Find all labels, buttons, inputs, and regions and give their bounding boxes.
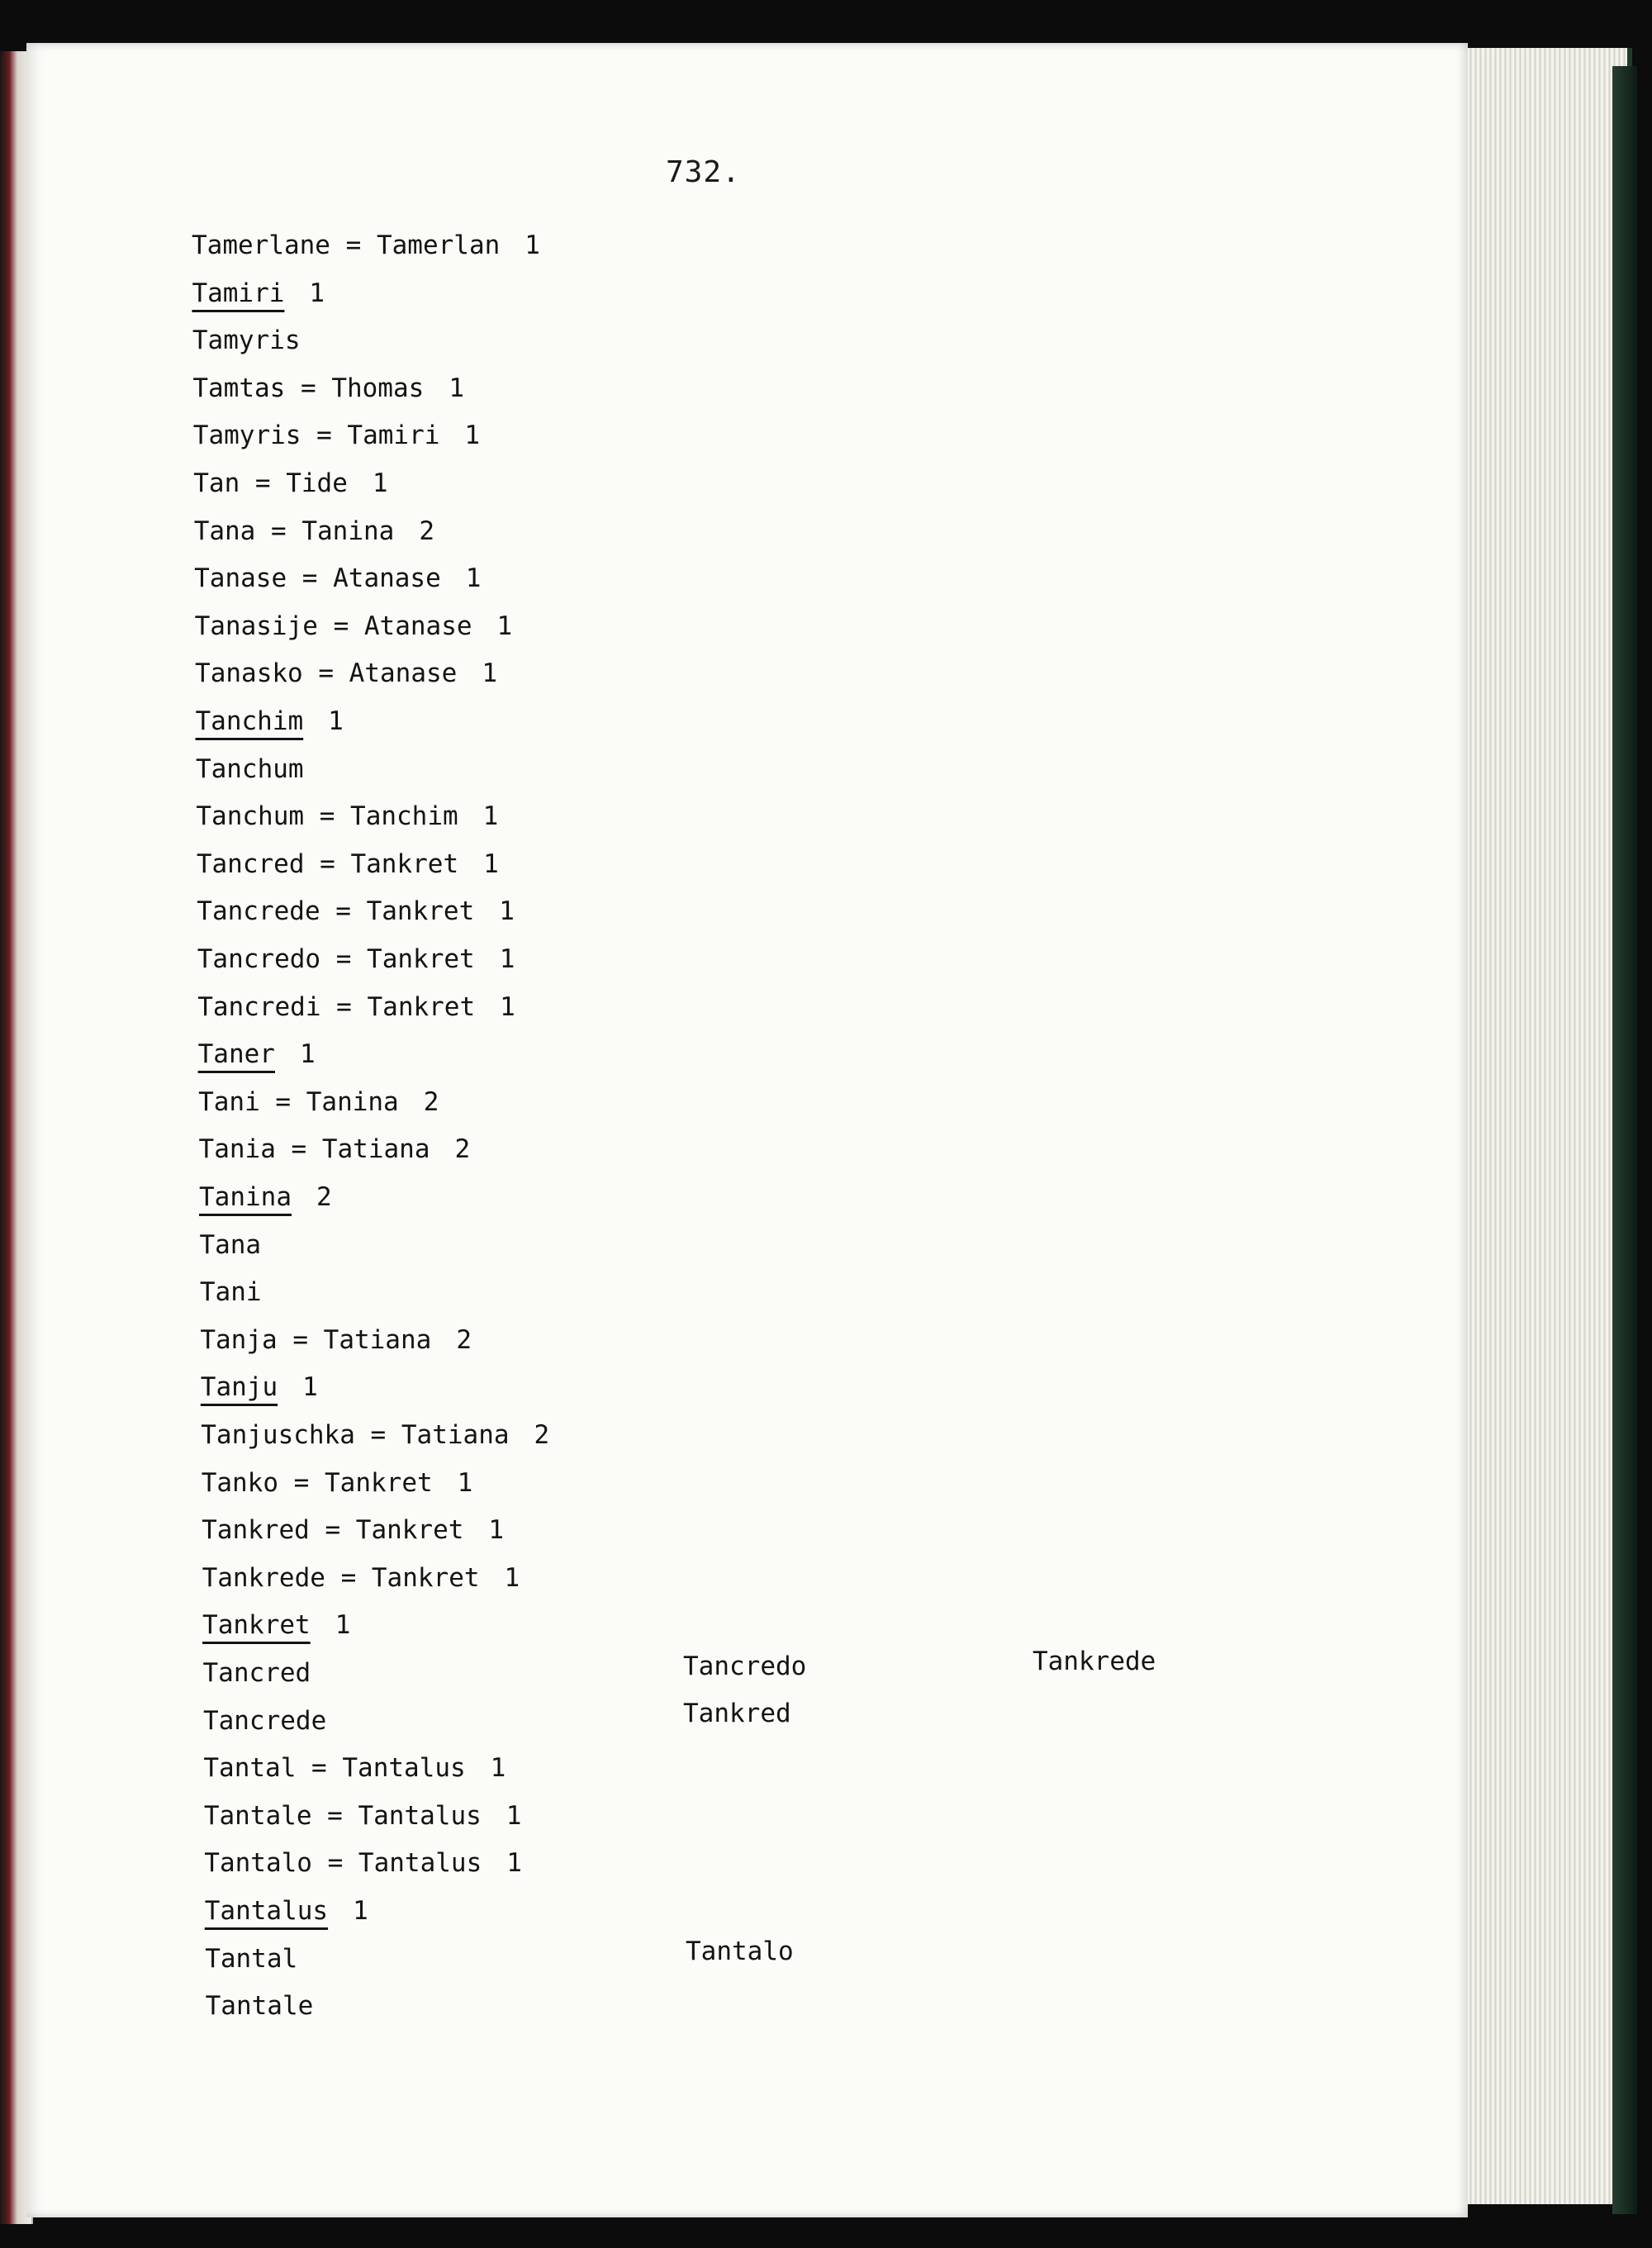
entry-text: Tan = Tide bbox=[193, 468, 348, 498]
index-entry bbox=[194, 611, 513, 641]
entry-headword: Tanchim bbox=[195, 706, 304, 736]
entry-count: 2 bbox=[316, 1182, 332, 1212]
entry-text: Tani = Tanina bbox=[198, 1086, 399, 1117]
entry-text: Tantale = Tantalus bbox=[203, 1800, 482, 1831]
entry-headword: Taner bbox=[197, 1039, 275, 1070]
entry-text: Tani bbox=[199, 1277, 262, 1308]
index-entry bbox=[192, 373, 464, 403]
index-entry bbox=[205, 1991, 314, 2022]
entry-count: 1 bbox=[335, 1610, 351, 1641]
cross-reference-entry: Tankrede bbox=[1032, 1647, 1156, 1676]
entry-count: 2 bbox=[456, 1324, 472, 1355]
entry-text: Tanasko = Atanase bbox=[195, 658, 458, 689]
index-entry bbox=[205, 1943, 298, 1974]
index-entry bbox=[195, 753, 304, 784]
index-entry bbox=[198, 1086, 439, 1117]
entry-text: Tana bbox=[199, 1229, 262, 1260]
entry-count: 1 bbox=[506, 1800, 522, 1831]
page-number: 732. bbox=[666, 155, 741, 189]
entry-count: 1 bbox=[464, 421, 481, 451]
entry-text: Tankrede = Tankret bbox=[202, 1562, 480, 1593]
entry-headword: Tanina bbox=[199, 1182, 292, 1212]
index-entry bbox=[202, 1658, 311, 1688]
entry-text: Tancrede bbox=[202, 1705, 327, 1736]
index-entry bbox=[204, 1848, 522, 1879]
cross-reference-entry: Tankred bbox=[683, 1699, 791, 1728]
index-entry bbox=[192, 233, 540, 259]
index-entry bbox=[192, 278, 325, 308]
index-entry bbox=[203, 1753, 506, 1784]
entry-headword: Tantalus bbox=[204, 1896, 329, 1926]
entry-text: Tancrede = Tankret bbox=[197, 896, 475, 927]
entry-count: 1 bbox=[496, 611, 513, 641]
index-entry bbox=[200, 1324, 472, 1355]
index-entry bbox=[196, 848, 499, 879]
index-entry bbox=[202, 1610, 351, 1641]
entry-count: 1 bbox=[504, 1562, 520, 1593]
entry-count: 1 bbox=[525, 231, 540, 260]
index-entry bbox=[199, 1182, 332, 1212]
cross-reference-entry: Tantalo bbox=[686, 1937, 794, 1966]
entry-text: Tancredi = Tankret bbox=[197, 991, 476, 1022]
entry-count: 1 bbox=[302, 1372, 318, 1403]
entry-count: 1 bbox=[449, 373, 464, 403]
entry-count: 1 bbox=[309, 278, 325, 308]
entry-count: 1 bbox=[500, 991, 515, 1022]
index-entry bbox=[193, 516, 434, 546]
entry-text: Tancred bbox=[202, 1658, 311, 1688]
entry-count: 2 bbox=[534, 1420, 550, 1450]
entry-count: 1 bbox=[299, 1039, 316, 1070]
entry-count: 1 bbox=[465, 563, 482, 594]
entry-text: Tankred = Tankret bbox=[202, 1515, 464, 1546]
index-entry bbox=[201, 1467, 473, 1498]
entry-count: 1 bbox=[328, 706, 344, 736]
entry-headword: Tankret bbox=[202, 1610, 311, 1641]
entry-count: 1 bbox=[372, 468, 388, 498]
index-entry bbox=[199, 1277, 262, 1308]
page-sheet bbox=[26, 43, 1468, 2217]
index-entry bbox=[197, 991, 515, 1022]
entry-count: 1 bbox=[499, 944, 515, 974]
entry-text: Tanasije = Atanase bbox=[194, 611, 472, 641]
index-entry bbox=[197, 1039, 316, 1070]
entry-text: Tamerlane = Tamerlan bbox=[192, 231, 501, 260]
entry-text: Tancred = Tankret bbox=[196, 848, 459, 879]
entry-text: Tana = Tanina bbox=[193, 516, 395, 546]
index-entry bbox=[195, 658, 497, 689]
index-entry bbox=[201, 1420, 550, 1450]
cross-reference-entry: Tancredo bbox=[683, 1652, 807, 1681]
entry-text: Tantalo = Tantalus bbox=[204, 1848, 482, 1879]
index-entry bbox=[192, 328, 301, 354]
index-entry bbox=[202, 1705, 327, 1736]
index-entry bbox=[198, 1134, 471, 1165]
entry-text: Tanja = Tatiana bbox=[200, 1324, 432, 1355]
entry-count: 1 bbox=[499, 896, 515, 927]
entry-text: Tantale bbox=[205, 1991, 314, 2022]
index-entry bbox=[193, 423, 480, 449]
book-cover-edge bbox=[1612, 66, 1637, 2214]
index-entry bbox=[197, 896, 515, 927]
entry-count: 1 bbox=[506, 1848, 522, 1879]
index-entry bbox=[195, 706, 344, 736]
index-entry bbox=[194, 563, 482, 594]
index-entry bbox=[199, 1229, 262, 1260]
entry-count: 1 bbox=[457, 1467, 473, 1498]
entry-count: 2 bbox=[423, 1086, 439, 1117]
entry-headword: Tamiri bbox=[192, 278, 285, 308]
index-entry bbox=[197, 944, 515, 974]
index-entry bbox=[200, 1372, 318, 1403]
entry-text: Tanko = Tankret bbox=[201, 1467, 433, 1498]
entry-count: 1 bbox=[490, 1753, 506, 1784]
entry-count: 1 bbox=[482, 801, 499, 832]
entry-text: Tanase = Atanase bbox=[194, 563, 441, 594]
entry-count: 2 bbox=[454, 1134, 471, 1165]
entry-count: 2 bbox=[419, 516, 434, 546]
entry-text: Tanchum = Tanchim bbox=[196, 801, 458, 832]
entry-text: Tamyris bbox=[192, 326, 301, 356]
entry-text: Tantal = Tantalus bbox=[203, 1753, 466, 1784]
entry-count: 1 bbox=[488, 1515, 505, 1546]
entry-text: Tamyris = Tamiri bbox=[192, 421, 440, 451]
entry-text: Tanjuschka = Tatiana bbox=[201, 1420, 510, 1450]
entry-text: Tania = Tatiana bbox=[198, 1134, 430, 1165]
entry-text: Tanchum bbox=[195, 753, 304, 784]
index-entry bbox=[202, 1515, 505, 1546]
entry-text: Tantal bbox=[205, 1943, 298, 1974]
entry-text: Tamtas = Thomas bbox=[192, 373, 425, 403]
index-entry bbox=[193, 468, 388, 498]
index-entry bbox=[196, 801, 499, 832]
entry-headword: Tanju bbox=[200, 1372, 278, 1403]
entry-count: 1 bbox=[483, 848, 499, 879]
entry-text: Tancredo = Tankret bbox=[197, 944, 475, 974]
index-entry bbox=[202, 1562, 520, 1593]
entry-count: 1 bbox=[482, 658, 497, 689]
entry-count: 1 bbox=[353, 1896, 368, 1926]
index-entry bbox=[204, 1896, 368, 1926]
index-entry bbox=[203, 1800, 522, 1831]
page-stack-edge bbox=[1462, 48, 1632, 2204]
